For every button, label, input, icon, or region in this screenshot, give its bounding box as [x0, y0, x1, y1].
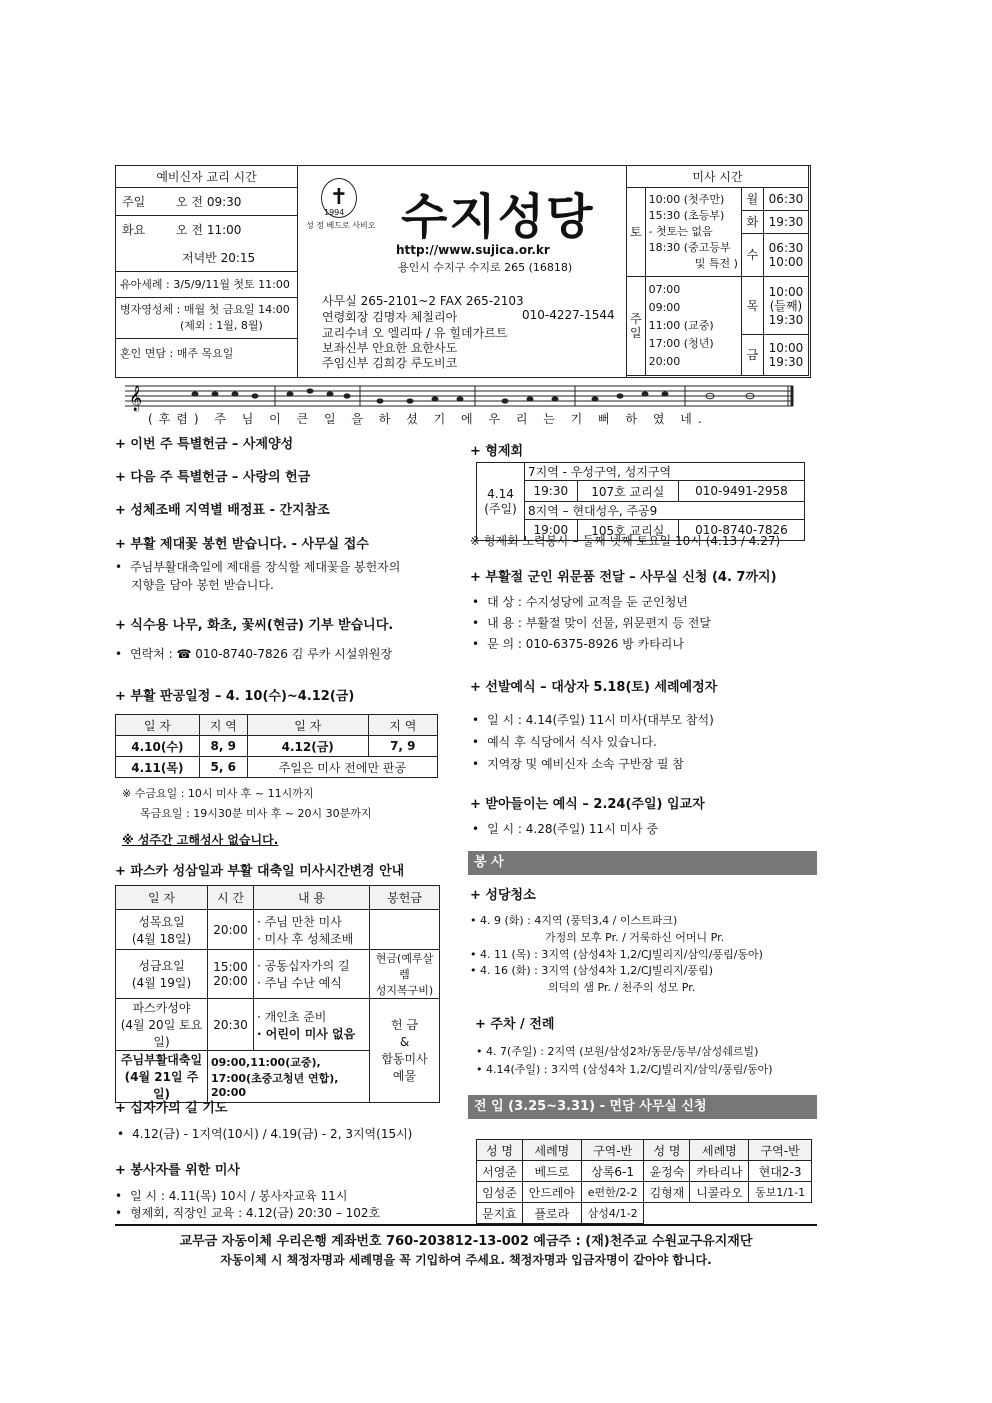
notice-acceptance-rite: + 받아들이는 예식 – 2.24(주일) 입교자	[470, 797, 705, 812]
mass-time-panel	[626, 166, 810, 377]
cleaning-1b: 가정의 모후 Pr. / 거룩하신 어머니 Pr.	[545, 931, 725, 944]
notice-volunteer-mass: + 봉사자를 위한 미사	[115, 1163, 240, 1178]
easter-flowers-desc: • 주님부활대축일에 제대를 장식할 제대꽃을 봉헌자의	[115, 558, 400, 575]
catechism-panel	[116, 166, 298, 377]
staff-row: 연령회장 김명자 체칠리아 010-4227-1544	[322, 308, 615, 324]
parking-1: • 4. 7(주일) : 2지역 (보원/삼성2차/동문/동부/삼성쉐르빌)	[476, 1045, 759, 1058]
mass-time-table: 미사 시간 토 10:00 (첫주만) 15:30 (초등부) - 첫토는 없음 18:30 (중고등부 및 특전 ) 월 06:30 화 19:30 수 06:30 10:00 주일 07:00 09:00 11:00 (교중) 17:00 (청년) 20:00 목 10:00 (들째) 19:30 금 10:00 19:30	[626, 165, 809, 376]
cleaning-3: • 4. 16 (화) : 3지역 (삼성4차 1,2/CJ빌리지/풍림)	[470, 964, 714, 977]
volunteer-mass-time: • 일 시 : 4.11(목) 10시 / 봉사자교육 11시	[115, 1187, 347, 1204]
website-link[interactable]: http://www.sujica.or.kr	[396, 243, 550, 257]
soldier-content: • 내 용 : 부활절 맞이 선물, 위문편지 등 전달	[472, 614, 711, 631]
easter-flowers-desc2: 지향을 담아 봉헌 받습니다.	[131, 578, 274, 592]
sick-communion-except: (제외 : 1월, 8월)	[116, 318, 297, 339]
saturday-times: 10:00 (첫주만) 15:30 (초등부) - 첫토는 없음 18:30 (중고등부 및 특전 )	[645, 188, 741, 277]
infant-baptism: 유아세례 : 3/5/9/11월 첫토 11:00	[116, 272, 297, 298]
svg-text:𝄞: 𝄞	[129, 386, 143, 411]
page-title: 수지성당	[401, 189, 595, 245]
confession-table: 일 자 지 역 일 자 지 역 4.10(수) 8, 9 4.12(금) 7, 9 4.11(목) 5, 6 주일은 미사 전에만 판공	[115, 714, 438, 778]
staff-row: 보좌신부 안요한 요한사도	[322, 341, 458, 355]
catechism-row: 주일 오 전 09:30	[116, 188, 297, 216]
election-date: • 일 시 : 4.14(주일) 11시 미사(대부모 참석)	[472, 711, 714, 728]
notice-parking-liturgy: + 주차 / 전례	[475, 1017, 555, 1032]
notice-confession-schedule: + 부활 판공일정 – 4. 10(수)~4.12(금)	[115, 689, 355, 704]
section-service: 봉 사	[468, 851, 817, 875]
election-meal: • 예식 후 식당에서 식사 있습니다.	[472, 733, 657, 750]
catechism-title: 예비신자 교리 시간	[116, 166, 297, 188]
volunteer-education: • 형제회, 직장인 교육 : 4.12(금) 20:30 – 102호	[115, 1204, 380, 1221]
notice-election-rite: + 선발예식 – 대상자 5.18(토) 세례예정자	[470, 680, 718, 695]
footer-divider	[115, 1224, 817, 1226]
office-phone: 사무실 265-2101~2 FAX 265-2103	[322, 294, 524, 308]
soldier-contact: • 문 의 : 010-6375-8926 방 카타리나	[472, 635, 684, 652]
header-box	[115, 165, 811, 378]
catechism-row: 화요 오 전 11:00	[122, 223, 242, 237]
catechism-row: 저녁반 20:15	[116, 244, 297, 272]
sunday-times: 07:00 09:00 11:00 (교중) 17:00 (청년) 20:00	[645, 276, 741, 375]
notice-next-offering: + 다음 주 특별헌금 – 사랑의 헌금	[115, 470, 311, 485]
notice-soldier-gifts: + 부활절 군인 위문품 전달 – 사무실 신청 (4. 7까지)	[470, 570, 777, 585]
notice-brotherhood: + 형제회	[470, 444, 524, 459]
logo-name: 성 정 베드로 사비오	[306, 221, 376, 230]
church-logo-icon: ✝	[321, 178, 357, 218]
staff-row: 주임신부 김희강 루도비코	[322, 356, 458, 370]
acceptance-date: • 일 시 : 4.28(주일) 11시 미사 중	[472, 820, 658, 837]
notice-donation: + 식수용 나무, 화초, 꽃씨(현금) 기부 받습니다.	[115, 618, 394, 633]
cleaning-3b: 의덕의 샘 Pr. / 천주의 성모 Pr.	[548, 981, 696, 994]
sick-communion: 병자영성체 : 매월 첫 금요일 14:00	[120, 303, 290, 316]
brotherhood-table: 4.14 (주일) 7지역 - 우성구역, 성지구역 19:30 107호 교리실 010-9491-2958 8지역 – 현대성우, 주공9 19:00 105호 교리실 010-8740-7826	[476, 462, 805, 541]
notice-church-cleaning: + 성당청소	[470, 888, 536, 903]
notice-stations-cross: + 십자가의 길 기도	[115, 1101, 228, 1116]
confession-note2: 목금요일 : 19시30분 미사 후 ~ 20시 30분까지	[140, 807, 372, 820]
parking-2: • 4.14(주일) : 3지역 (삼성4차 1,2/CJ빌리지/삼익/풍림/동아)	[476, 1063, 773, 1076]
brotherhood-note: ※ 형제회 노력봉사 – 둘째 넷째 토요일 10시 (4.13 / 4.27)	[470, 534, 781, 548]
notice-adoration: + 성체조배 지역별 배정표 - 간지참조	[115, 503, 330, 518]
footer-bank-account: 교무금 자동이체 우리은행 계좌번호 760-203812-13-002 예금주 : (재)천주교 수원교구유지재단	[179, 1234, 753, 1249]
stations-cross-schedule: • 4.12(금) - 1지역(10시) / 4.19(금) - 2, 3지역(15시)	[117, 1125, 412, 1142]
address: 용인시 수지구 수지로 265 (16818)	[398, 261, 573, 274]
score-lyrics: (후렴) 주 님 이 큰 일 을 하 셨 기 에 우 리 는 기 뻐 하 였 네.	[148, 412, 708, 426]
marriage-interview: 혼인 면담 : 매주 목요일	[120, 347, 234, 360]
cleaning-1: • 4. 9 (화) : 4지역 (풍덕3,4 / 이스트파크)	[470, 914, 678, 927]
election-attendance: • 지역장 및 예비신자 소속 구반장 필 참	[472, 755, 684, 772]
cleaning-2: • 4. 11 (목) : 3지역 (삼성4차 1,2/CJ빌리지/삼익/풍림/동아)	[470, 948, 763, 961]
confession-note1: ※ 수금요일 : 10시 미사 후 ~ 11시까지	[122, 787, 314, 800]
donation-contact: • 연락처 : ☎ 010-8740-7826 김 루카 시설위원장	[115, 645, 392, 662]
notice-easter-flowers: + 부활 제대꽃 봉헌 받습니다. - 사무실 접수	[115, 537, 369, 552]
notice-special-offering: + 이번 주 특별헌금 – 사제양성	[115, 437, 294, 452]
soldier-target: • 대 상 : 수지성당에 교적을 둔 군인청년	[472, 593, 688, 610]
confession-note3: ※ 성주간 고해성사 없습니다.	[122, 833, 279, 847]
section-transfer: 전 입 (3.25~3.31) - 면담 사무실 신청	[468, 1095, 817, 1119]
footer-transfer-note: 자동이체 시 책정자명과 세례명을 꼭 기입하여 주세요. 책정자명과 입금자명이 같아야 합니다.	[220, 1253, 712, 1267]
transfer-table: 성 명 세례명 구역-반 성 명 세례명 구역-반 서영준 베드로 상록6-1 윤정숙 카타리나 현대2-3 임성준 안드레아 e편한/2-2 김형재 니콜라오 동보1/1-1 문지효 플로라 삼성4/1-2	[476, 1139, 812, 1224]
easter-mass-table: 일 자 시 간 내 용 봉헌금 성목요일 (4월 18일) 20:00 · 주님 만찬 미사 · 미사 후 성체조배 성금요일 (4월 19일) 15:00 20:00 · 공동십자가의 길 · 주님 수난 예식 현금(예루살렘 성지복구비) 파스카성야 (4월 20일 토요일) 20:30 · 개인초 준비 · 어린이 미사 없음 헌 금 & 합동미사 예물 주님부활대축일 (4월 21일 주일) 09:00,11:00(교중), 17:00(초중고청년 연합), 20:00	[115, 885, 440, 1103]
mass-title: 미사 시간	[627, 166, 809, 188]
logo-year: 1994	[324, 208, 345, 217]
staff-row: 교리수녀 오 엘리따 / 유 힐데가르트	[322, 326, 508, 340]
notice-easter-mass: + 파스카 성삼일과 부활 대축일 미사시간변경 안내	[115, 864, 405, 879]
